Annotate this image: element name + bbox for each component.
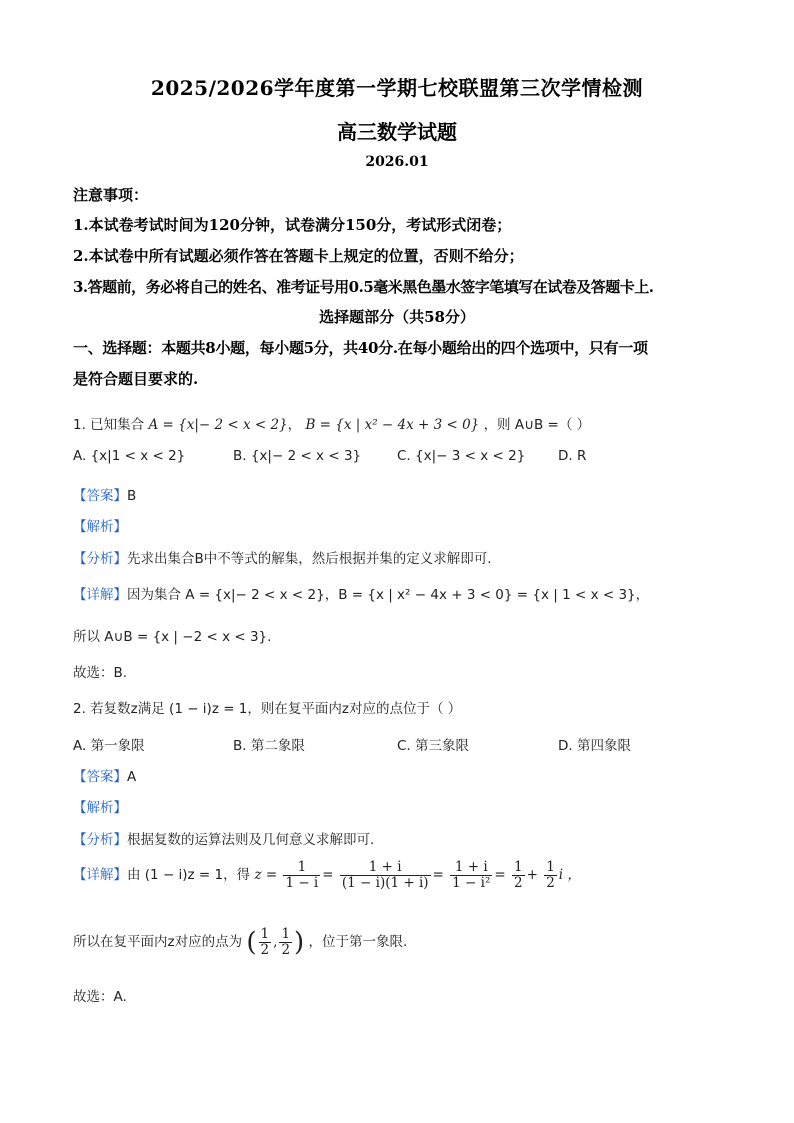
q1-answer — [73, 484, 136, 504]
q1-so-line: 所以 A∪B = {x | −2 < x < 3}. — [73, 629, 272, 645]
q2-fenxi — [73, 828, 374, 848]
q1-set-a: A = {x|− 2 < x < 2} — [148, 417, 288, 433]
q1-stem-prefix: 1. 已知集合 — [73, 417, 145, 433]
q1-stem: 1. 已知集合 A = {x|− 2 < x < 2}， B = {x | x² − 4x + 3 < 0} ，则 A∪B =（ ） — [73, 417, 591, 433]
q2-option-a: A. 第一象限 — [73, 738, 145, 754]
q2-xiangjie-label: 【详解】 — [73, 867, 127, 883]
q2-point: ( $\frac{1}{2}$ , $\frac{1}{2}$ ) — [246, 926, 305, 958]
q1-fenxi — [73, 547, 492, 567]
section-instruction-1: 一、选择题：本题共8小题，每小题5分，共40分.在每小题给出的四个选项中，只有一项 — [73, 339, 648, 357]
q1-fenxi-label: 【分析】 — [73, 551, 127, 567]
q2-so-line — [73, 927, 407, 958]
exam-title: 2025/2026学年度第一学期七校联盟第三次学情检测 — [150, 76, 644, 100]
q2-stem: 2. 若复数z满足 (1 − i)z = 1，则在复平面内z对应的点位于（ ） — [73, 701, 462, 717]
note-item-2: 2.本试卷中所有试题必须作答在答题卡上规定的位置，否则不给分； — [73, 247, 524, 265]
q1-answer-value: B — [127, 488, 137, 504]
q1-option-b: B. {x|− 2 < x < 3} — [233, 448, 362, 464]
q2-xiangjie-prefix: 由 (1 − i)z = 1，得 — [127, 867, 251, 883]
q1-choose: 故选：B. — [73, 665, 128, 681]
q1-xiangjie-label: 【详解】 — [73, 587, 127, 603]
q2-option-c: C. 第三象限 — [397, 738, 470, 754]
exam-date: 2026.01 — [365, 154, 429, 170]
section-title: 选择题部分（共58分） — [319, 308, 475, 326]
q2-choose: 故选：A. — [73, 989, 127, 1005]
note-item-3: 3.答题前，务必将自己的姓名、准考证号用0.5毫米黑色墨水签字笔填写在试卷及答题卡上. — [73, 278, 654, 296]
q1-analysis-label: 【解析】 — [73, 519, 127, 535]
q1-answer-label: 【答案】 — [73, 488, 127, 504]
q1-fenxi-text: 先求出集合B中不等式的解集，然后根据并集的定义求解即可. — [127, 551, 492, 567]
q2-answer-label: 【答案】 — [73, 769, 127, 785]
notes-heading: 注意事项： — [73, 186, 149, 204]
q1-set-b: B = {x | x² − 4x + 3 < 0} — [305, 417, 480, 433]
q2-fenxi-label: 【分析】 — [73, 832, 127, 848]
q2-xiangjie — [73, 860, 581, 891]
q1-option-d: D. R — [558, 448, 587, 464]
section-instruction-2: 是符合题目要求的. — [73, 370, 199, 388]
q1-option-c: C. {x|− 3 < x < 2} — [397, 448, 526, 464]
note-item-1: 1.本试卷考试时间为120分钟，试卷满分150分，考试形式闭卷； — [73, 216, 512, 234]
q2-fenxi-text: 根据复数的运算法则及几何意义求解即可. — [127, 832, 375, 848]
q1-stem-suffix: ，则 A∪B =（ ） — [483, 417, 591, 433]
q2-derivation: z = $\frac{1}{1 - i}$ = $\frac{1 + i}{(1 - i)(1 + i)}$ = $\frac{1 + i}{\text{1 − i²}}$ = $\frac{1}{2}$ + $\frac{1}{2}$ i ， — [254, 859, 581, 891]
q2-option-b: B. 第二象限 — [233, 738, 305, 754]
q1-xiangjie-text: 因为集合 A = {x|− 2 < x < 2}，B = {x | x² − 4x + 3 < 0} = {x | 1 < x < 3}， — [127, 587, 650, 603]
q2-answer-value: A — [127, 769, 137, 785]
q1-option-a: A. {x|1 < x < 2} — [73, 448, 186, 464]
q2-option-d: D. 第四象限 — [558, 738, 631, 754]
q2-answer — [73, 765, 136, 785]
q1-xiangjie — [73, 583, 649, 603]
exam-subtitle: 高三数学试题 — [337, 120, 457, 144]
q2-so-suffix: ，位于第一象限. — [308, 934, 408, 950]
q2-analysis-label: 【解析】 — [73, 800, 127, 816]
q2-so-prefix: 所以在复平面内z对应的点为 — [73, 934, 243, 950]
